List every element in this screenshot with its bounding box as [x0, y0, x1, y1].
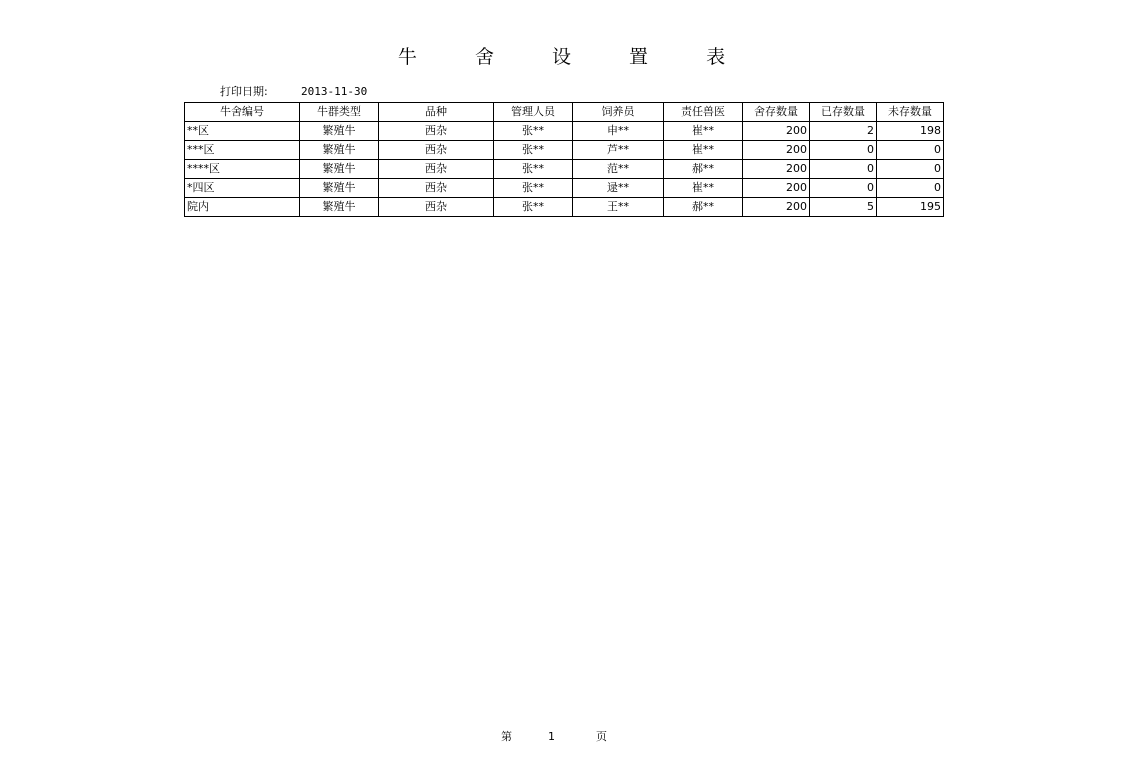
- cell-vacant: 198: [877, 122, 944, 141]
- column-header-vet: 责任兽医: [664, 103, 743, 122]
- cell-barn-id: ****区: [185, 160, 300, 179]
- cell-vet: 郝**: [664, 160, 743, 179]
- cell-herd-type: 繁殖牛: [300, 122, 379, 141]
- cell-manager: 张**: [494, 179, 573, 198]
- column-header-vacant: 未存数量: [877, 103, 944, 122]
- cell-stocked: 0: [810, 141, 877, 160]
- cell-manager: 张**: [494, 198, 573, 217]
- cell-herd-type: 繁殖牛: [300, 198, 379, 217]
- cell-manager: 张**: [494, 122, 573, 141]
- cell-barn-id: ***区: [185, 141, 300, 160]
- cell-barn-id: *四区: [185, 179, 300, 198]
- cell-stocked: 0: [810, 160, 877, 179]
- table-row: [185, 141, 944, 160]
- table-row: [185, 179, 944, 198]
- cell-vet: 郝**: [664, 198, 743, 217]
- page-title: 牛 舍 设 置 表: [397, 46, 752, 68]
- cell-capacity: 200: [743, 160, 810, 179]
- cell-vet: 崔**: [664, 141, 743, 160]
- print-date-value: 2013-11-30: [301, 85, 368, 98]
- cell-capacity: 200: [743, 122, 810, 141]
- cell-capacity: 200: [743, 179, 810, 198]
- cell-manager: 张**: [494, 141, 573, 160]
- cell-keeper: 逯**: [573, 179, 664, 198]
- cell-keeper: 申**: [573, 122, 664, 141]
- page-number: 1: [548, 730, 555, 743]
- cell-breed: 西杂: [379, 122, 494, 141]
- column-header-barn-id: 牛舍编号: [185, 103, 300, 122]
- cell-barn-id: 院内: [185, 198, 300, 217]
- cell-vet: 崔**: [664, 122, 743, 141]
- cell-vacant: 0: [877, 179, 944, 198]
- cell-stocked: 2: [810, 122, 877, 141]
- table-row: [185, 198, 944, 217]
- cell-keeper: 芦**: [573, 141, 664, 160]
- cell-vacant: 0: [877, 160, 944, 179]
- cell-breed: 西杂: [379, 179, 494, 198]
- barn-settings-table: [184, 102, 944, 217]
- page-footer-suffix: 页: [596, 730, 607, 743]
- column-header-capacity: 舍存数量: [743, 103, 810, 122]
- cell-breed: 西杂: [379, 160, 494, 179]
- page-footer-prefix: 第: [501, 730, 512, 743]
- column-header-herd-type: 牛群类型: [300, 103, 379, 122]
- cell-vacant: 0: [877, 141, 944, 160]
- cell-breed: 西杂: [379, 141, 494, 160]
- column-header-keeper: 饲养员: [573, 103, 664, 122]
- cell-capacity: 200: [743, 141, 810, 160]
- cell-stocked: 5: [810, 198, 877, 217]
- print-date-label: 打印日期:: [220, 85, 268, 98]
- cell-breed: 西杂: [379, 198, 494, 217]
- cell-keeper: 王**: [573, 198, 664, 217]
- cell-manager: 张**: [494, 160, 573, 179]
- table-header-row: [185, 103, 944, 122]
- cell-barn-id: **区: [185, 122, 300, 141]
- cell-stocked: 0: [810, 179, 877, 198]
- cell-herd-type: 繁殖牛: [300, 141, 379, 160]
- cell-vacant: 195: [877, 198, 944, 217]
- column-header-manager: 管理人员: [494, 103, 573, 122]
- table-row: [185, 160, 944, 179]
- cell-capacity: 200: [743, 198, 810, 217]
- column-header-stocked: 已存数量: [810, 103, 877, 122]
- table-row: [185, 122, 944, 141]
- cell-herd-type: 繁殖牛: [300, 160, 379, 179]
- column-header-breed: 品种: [379, 103, 494, 122]
- cell-keeper: 范**: [573, 160, 664, 179]
- cell-vet: 崔**: [664, 179, 743, 198]
- cell-herd-type: 繁殖牛: [300, 179, 379, 198]
